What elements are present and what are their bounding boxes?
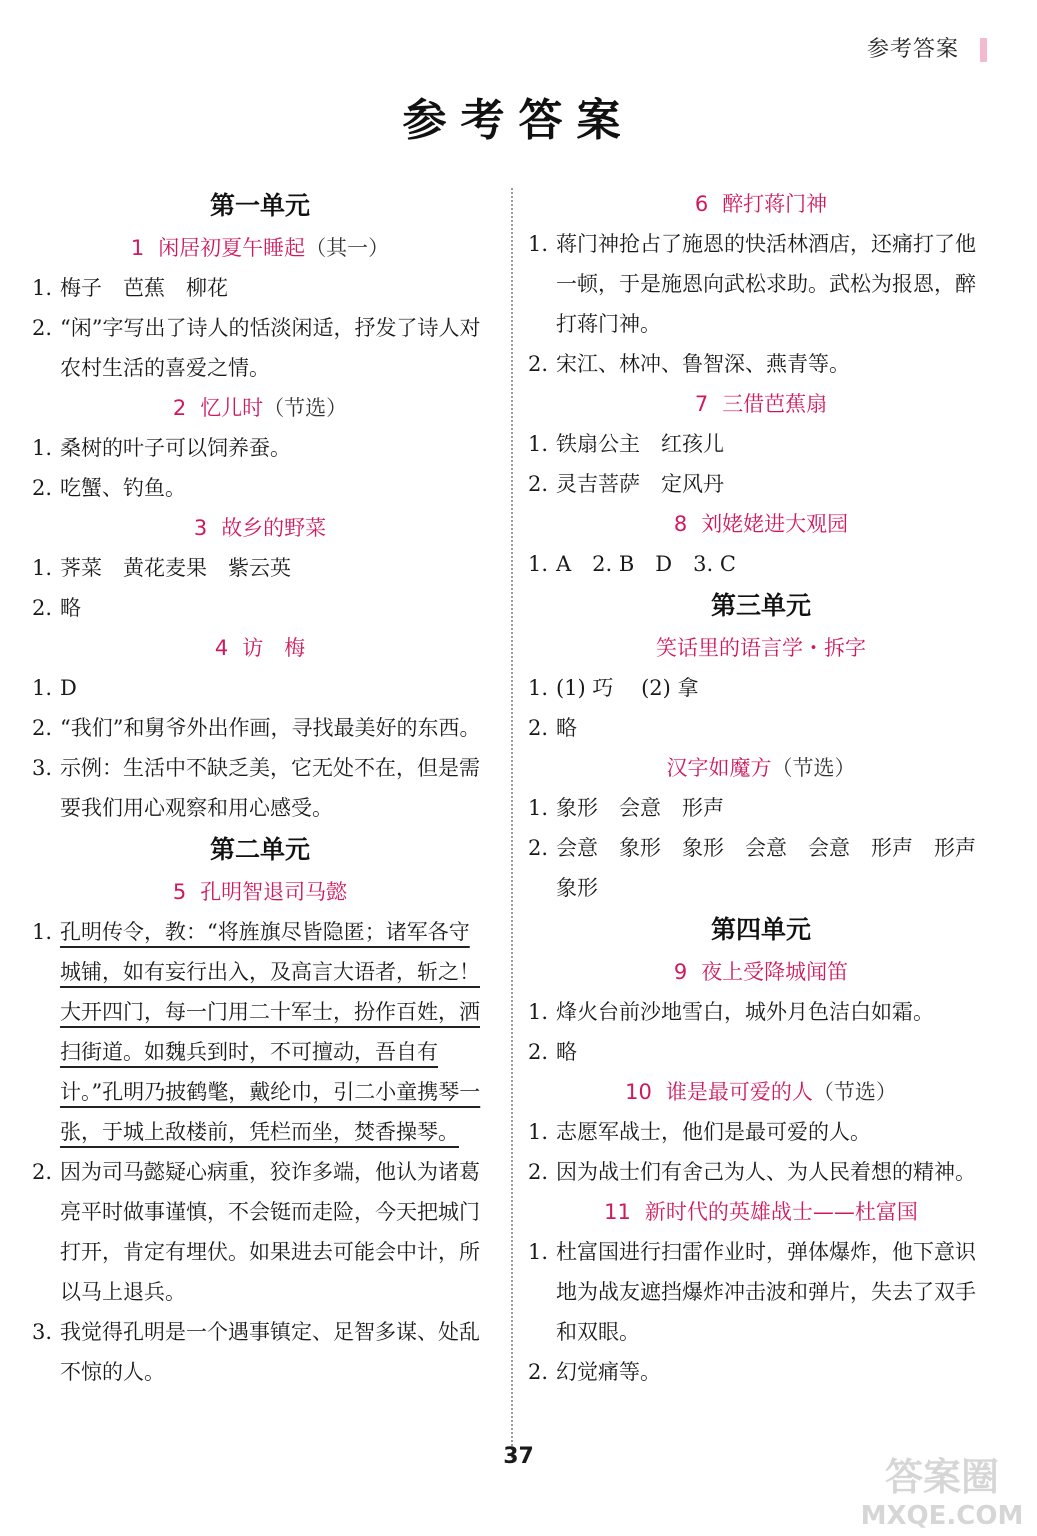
answer-item	[528, 544, 994, 584]
answer-number: 1.	[528, 552, 549, 576]
lesson-title: 新时代的英雄战士——杜富国	[644, 1200, 918, 1224]
answer-number: 1.	[528, 676, 549, 700]
answer-item	[528, 788, 994, 828]
page-number: 37	[503, 1444, 534, 1469]
answer-item	[528, 828, 997, 908]
answer-number: 2.	[528, 1040, 549, 1064]
answer-text: 略	[556, 716, 577, 740]
answer-number: 1.	[528, 1240, 549, 1264]
answer-number: 1.	[32, 920, 53, 944]
unit-heading: 第四单元	[710, 915, 811, 944]
lesson-heading	[32, 872, 488, 912]
lesson-title: 刘姥姥进大观园	[701, 512, 849, 536]
answer-number: 1.	[528, 796, 549, 820]
lesson-title: 汉字如魔方	[666, 756, 772, 780]
watermark-text: 答案圈	[884, 1455, 1000, 1499]
lesson-title: 闲居初夏午睡起	[158, 236, 306, 260]
answer-number: 1.	[528, 1000, 549, 1024]
answer-item	[32, 428, 488, 468]
page-title: 参考答案	[402, 95, 635, 146]
lesson-subtitle: （节选）	[812, 1080, 897, 1104]
lesson-title: 醉打蒋门神	[722, 192, 828, 216]
answer-item	[32, 912, 488, 1152]
answer-text: 杜富国进行扫雷作业时，弹体爆炸，他下意识地为战友遮挡爆炸冲击波和弹片，失去了双手和双眼。	[556, 1240, 976, 1344]
answer-number: 1.	[528, 1120, 549, 1144]
answer-text: 梅子 芭蕉 柳花	[60, 276, 228, 300]
lesson-number: 8	[673, 512, 688, 536]
answer-number: 2.	[528, 352, 549, 376]
answer-item	[528, 668, 994, 708]
answer-number: 2.	[32, 596, 53, 620]
answer-number: 1.	[32, 276, 53, 300]
answer-item	[528, 1112, 994, 1152]
answer-text: “我们”和舅爷外出作画，寻找最美好的东西。	[60, 716, 481, 740]
answer-text: 示例：生活中不缺乏美，它无处不在，但是需要我们用心观察和用心感受。	[60, 756, 480, 820]
answer-item	[528, 708, 994, 748]
lesson-subtitle: （节选）	[771, 756, 856, 780]
lesson-number: 6	[694, 192, 709, 216]
lesson-title: 谁是最可爱的人	[665, 1080, 813, 1104]
answer-number: 3.	[32, 1320, 53, 1344]
watermark-logo	[853, 1446, 1031, 1530]
answer-number: 2.	[528, 716, 549, 740]
answer-item	[528, 224, 994, 344]
unit-heading: 第二单元	[209, 835, 310, 864]
unit-heading: 第一单元	[209, 191, 310, 220]
answer-item	[32, 308, 488, 388]
answer-text: 因为战士们有舍己为人、为人民着想的精神。	[556, 1160, 976, 1184]
answer-item	[528, 1352, 994, 1392]
lesson-title: 三借芭蕉扇	[722, 392, 828, 416]
answer-item	[32, 748, 488, 828]
answer-text: 略	[60, 596, 81, 620]
answer-item	[32, 268, 488, 308]
lesson-heading	[32, 628, 488, 668]
answer-item	[32, 548, 488, 588]
answer-item	[32, 668, 488, 708]
answer-text: 略	[556, 1040, 577, 1064]
lesson-number: 2	[172, 396, 187, 420]
answer-text: 会意 象形 象形 会意 会意 形声 形声 象形	[556, 836, 997, 900]
lesson-number: 11	[604, 1200, 631, 1224]
answer-text: 灵吉菩萨 定风丹	[556, 472, 724, 496]
answer-text: 蒋门神抢占了施恩的快活林酒店，还痛打了他一顿，于是施恩向武松求助。武松为报恩，醉打蒋门神。	[556, 232, 976, 336]
answer-item	[528, 344, 994, 384]
lesson-heading	[528, 184, 994, 224]
answer-text: 铁扇公主 红孩儿	[556, 432, 724, 456]
answer-text: 幻觉痛等。	[556, 1360, 661, 1384]
answer-item	[32, 1312, 488, 1392]
lesson-heading	[32, 508, 488, 548]
lesson-subtitle: （节选）	[263, 396, 348, 420]
lesson-title: 夜上受降城闻笛	[701, 960, 849, 984]
column-divider	[511, 188, 513, 1458]
answer-number: 2.	[528, 1160, 549, 1184]
lesson-subtitle: （其一）	[305, 236, 390, 260]
answer-text: “闲”字写出了诗人的恬淡闲适，抒发了诗人对农村生活的喜爱之情。	[60, 316, 481, 380]
answer-text: 志愿军战士，他们是最可爱的人。	[556, 1120, 871, 1144]
lesson-number: 3	[193, 516, 208, 540]
answer-number: 2.	[32, 476, 53, 500]
answer-item	[528, 464, 994, 504]
answer-number: 2.	[528, 472, 549, 496]
answer-number: 1.	[528, 432, 549, 456]
answer-text: 因为司马懿疑心病重，狡诈多端，他认为诸葛亮平时做事谨慎，不会铤而走险，今天把城门打开，肯定有埋伏。如果进去可能会中计，所以马上退兵。	[60, 1160, 480, 1304]
answer-item	[528, 424, 994, 464]
answer-number: 2.	[32, 716, 53, 740]
answer-number: 1.	[32, 556, 53, 580]
lesson-heading	[528, 1072, 994, 1112]
answer-text: 我觉得孔明是一个遇事镇定、足智多谋、处乱不惊的人。	[60, 1320, 480, 1384]
answer-text: 宋江、林冲、鲁智深、燕青等。	[556, 352, 850, 376]
lesson-title: 故乡的野菜	[221, 516, 327, 540]
answer-item	[32, 1152, 488, 1312]
answer-item	[528, 992, 994, 1032]
lesson-heading	[528, 1192, 994, 1232]
left-column	[32, 184, 488, 1392]
lesson-heading	[528, 504, 994, 544]
answer-number: 2.	[32, 1160, 53, 1184]
lesson-title: 笑话里的语言学・拆字	[656, 636, 866, 660]
lesson-number: 10	[625, 1080, 652, 1104]
answer-text: A 2. B D 3. C	[556, 552, 736, 576]
lesson-heading	[32, 388, 488, 428]
answer-number: 1.	[32, 676, 53, 700]
lesson-number: 9	[673, 960, 688, 984]
lesson-title: 孔明智退司马懿	[200, 880, 348, 904]
lesson-heading	[32, 228, 488, 268]
right-column	[528, 184, 997, 1392]
lesson-number: 7	[694, 392, 709, 416]
lesson-heading	[528, 952, 994, 992]
answer-number: 3.	[32, 756, 53, 780]
answer-number: 2.	[32, 316, 53, 340]
lesson-heading	[528, 748, 994, 788]
header-accent-bar	[980, 38, 987, 62]
answer-number: 2.	[528, 1360, 549, 1384]
lesson-number: 4	[214, 636, 229, 660]
answer-text: 荠菜 黄花麦果 紫云英	[60, 556, 291, 580]
lesson-heading	[528, 384, 994, 424]
answer-item	[528, 1152, 994, 1192]
answer-number: 2.	[528, 836, 549, 860]
lesson-number: 1	[130, 236, 145, 260]
answer-text: 烽火台前沙地雪白，城外月色洁白如霜。	[556, 1000, 934, 1024]
unit-heading: 第三单元	[710, 591, 811, 620]
answer-number: 1.	[32, 436, 53, 460]
lesson-heading	[528, 628, 994, 668]
header-tag: 参考答案	[866, 37, 959, 62]
answer-item	[528, 1032, 994, 1072]
answer-text: 孔明传令，教：“将旌旗尽皆隐匿；诸军各守城铺，如有妄行出入，及高言大语者，斩之！大开四门，每一门用二十军士，扮作百姓，洒扫街道。如魏兵到时，不可擅动，吾自有计。”孔明乃披鹤氅，戴纶巾，引二小童携琴一张，于城上敌楼前，凭栏而坐，焚香操琴。	[60, 920, 481, 1144]
answer-text: D	[60, 676, 77, 700]
watermark-url: MXQE.COM	[860, 1501, 1024, 1530]
lesson-title: 访 梅	[242, 636, 306, 660]
answer-item	[528, 1232, 994, 1352]
answer-item	[32, 588, 488, 628]
answer-item	[32, 708, 488, 748]
answer-text: 桑树的叶子可以饲养蚕。	[60, 436, 291, 460]
lesson-number: 5	[172, 880, 187, 904]
lesson-title: 忆儿时	[200, 396, 264, 420]
answer-text: 吃蟹、钓鱼。	[60, 476, 186, 500]
answer-text: (1) 巧 (2) 拿	[556, 676, 699, 700]
answer-number: 1.	[528, 232, 549, 256]
answer-item	[32, 468, 488, 508]
answer-text: 象形 会意 形声	[556, 796, 724, 820]
